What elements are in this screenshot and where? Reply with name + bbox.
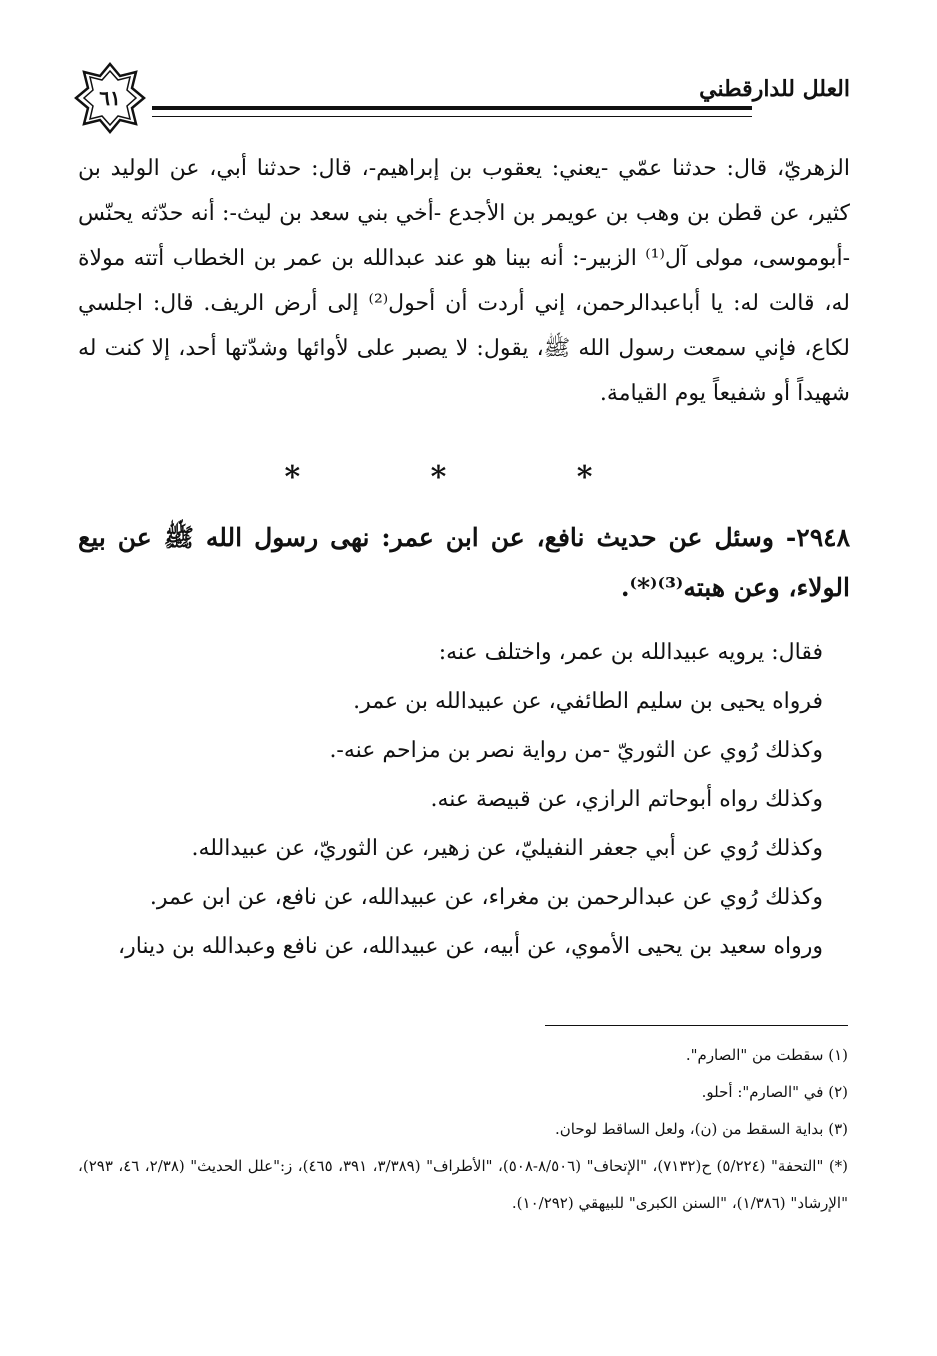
- page-number-badge: [74, 62, 146, 134]
- footnote: (٣) بداية السقط من (ن)، ولعل الساقط لوحان.: [555, 1120, 848, 1138]
- answer-line: وكذلك رُوي عن الثوريّ -من رواية نصر بن مزاحم عنه-.: [329, 738, 823, 763]
- answer-line: فرواه يحيى بن سليم الطائفي، عن عبيدالله بن عمر.: [353, 689, 823, 714]
- entry-text: ٢٩٤٨- وسئل عن حديث نافع، عن ابن عمر: نهى رسول الله ﷺ عن بيع الولاء، وعن هبته⁽³⁾⁽*⁾.: [78, 523, 850, 602]
- page-number: ٦١: [99, 86, 121, 110]
- running-title: العلل للدارقطني: [699, 76, 850, 102]
- section-separator: * * *: [284, 460, 653, 495]
- page-header: [74, 62, 850, 142]
- footnote: (*) "التحفة" (٥/٢٢٤) ح(٧١٣٢)، "الإتحاف" (٨/٥٠٦-٥٠٨)، "الأطراف" (٣/٣٨٩، ٣٩١، ٤٦٥)، ز:"علل الحديث" (٢/٣٨، ٤٦، ٢٩٣)، "الإرشاد" (١/٣٨٦)، "السنن الكبرى" للبيهقي (١٠/٢٩٢).: [78, 1157, 849, 1212]
- footnote-divider: [545, 1025, 848, 1026]
- entry-heading: [78, 513, 850, 613]
- answer-block: [78, 628, 823, 971]
- answer-line: وكذلك رُوي عن أبي جعفر النفيليّ، عن زهير، عن الثوريّ، عن عبيدالله.: [191, 836, 823, 861]
- answer-line: ورواه سعيد بن يحيى الأموي، عن أبيه، عن عبيدالله، عن نافع وعبدالله بن دينار،: [117, 934, 823, 959]
- footnote: (١) سقطت من "الصارم".: [685, 1046, 848, 1064]
- header-rule: [152, 106, 752, 117]
- footnotes: [78, 1037, 848, 1222]
- answer-line: وكذلك رُوي عن عبدالرحمن بن مغراء، عن عبيدالله، عن نافع، عن ابن عمر.: [149, 885, 823, 910]
- paragraph-text: الزهريّ، قال: حدثنا عمّي -يعني: يعقوب بن إبراهيم-، قال: حدثنا أبي، عن الوليد بن كثير، عن قطن بن وهب بن عويمر بن الأجدع -أخي بني سعد بن ليث-: أنه حدّثه يحنّس -أبوموسى، مولى آل⁽¹⁾ الزبير-: أنه بينا هو عند عبدالله بن عمر بن الخطاب أتته مولاة له، قالت له: يا أباعبدالرحمن، إني أردت أن أحول⁽²⁾ إلى أرض الريف. قال: اجلسي لكاع، فإني سمعت رسول الله ﷺ، يقول: لا يصبر على لأوائها وشدّتها أحد، إلا كنت له شهيداً أو شفيعاً يوم القيامة.: [78, 156, 850, 406]
- continuation-paragraph: [78, 146, 850, 416]
- footnote: (٢) في "الصارم": أحلو.: [701, 1083, 848, 1101]
- answer-line: وكذلك رواه أبوحاتم الرازي، عن قبيصة عنه.: [430, 787, 823, 812]
- answer-line: فقال: يرويه عبيدالله بن عمر، واختلف عنه:: [438, 640, 823, 665]
